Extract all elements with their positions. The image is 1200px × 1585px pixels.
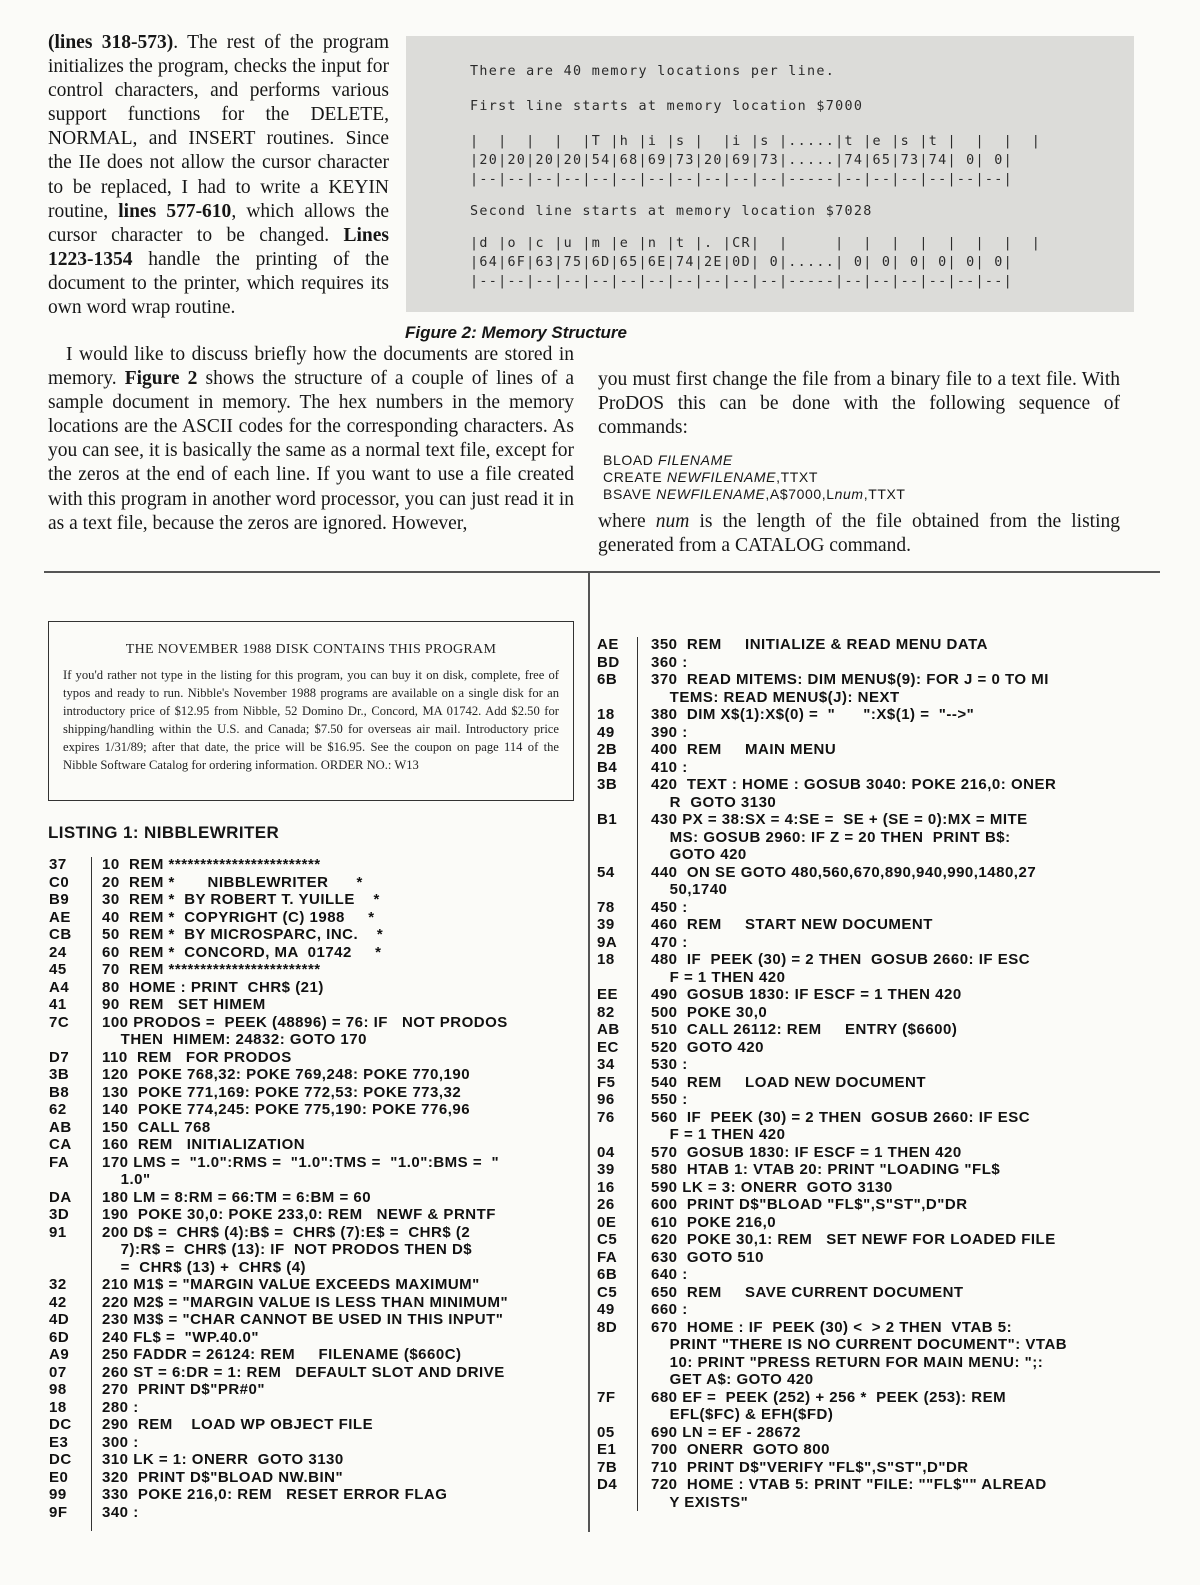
text-run: lines 577-610 [118, 200, 232, 222]
code-text: 700 ONERR GOTO 800 [651, 1441, 830, 1458]
code-text: 360 : [651, 653, 688, 671]
checksum: B1 [597, 811, 618, 828]
code-text: 50,1740 [651, 881, 728, 898]
code-text: 110 REM FOR PRODOS [102, 1048, 292, 1066]
code-text: 10: PRINT "PRESS RETURN FOR MAIN MENU: ";: [651, 1353, 1044, 1371]
figure-line: |64|6F|63|75|6D|65|6E|74|2E|0D| 0|.....| 0| 0| 0| 0| 0| 0| [470, 255, 1013, 270]
checksum: 49 [597, 723, 615, 741]
checksum: 2B [597, 741, 618, 758]
checksum: 7C [49, 1013, 70, 1031]
right-intro-paragraph [598, 368, 1120, 440]
notice-body: If you'd rather not type in the listing for this program, you can buy it on disk, complete, free of typos and ready to run. Nibble's November 1988 programs are available on a single disk for an introductory price of $12.95 from Nibble, 52 Domino Dr., Concord, MA 01742. Add $2.50 for shipping/handling within the U.S. and Canada; $7.50 for overseas air mail. Introductory price expires 1/31/89; after that date, the price will be $16.95. See the coupon on page 114 of the Nibble Software Catalog for ordering information. ORDER NO.: W13 [63, 668, 559, 773]
checksum: A9 [49, 1346, 70, 1363]
code-text: 540 REM LOAD NEW DOCUMENT [651, 1073, 927, 1091]
code-text: 270 PRINT D$"PR#0" [102, 1381, 265, 1398]
checksum: B4 [597, 758, 618, 776]
text-run: I would like to discuss briefly how the documents are stored in memory. [48, 344, 574, 390]
code-text: 330 POKE 216,0: REM RESET ERROR FLAG [102, 1486, 448, 1503]
checksum-separator-right [637, 637, 638, 1511]
code-text: 210 M1$ = "MARGIN VALUE EXCEEDS MAXIMUM" [102, 1276, 480, 1293]
code-text: MS: GOSUB 2960: IF Z = 20 THEN PRINT B$: [651, 828, 1011, 846]
code-text: 290 REM LOAD WP OBJECT FILE [102, 1416, 374, 1433]
checksum: 04 [597, 1143, 615, 1161]
figure-line: |--|--|--|--|--|--|--|--|--|--|--|-----|--|--|--|--|--|--| [470, 172, 1013, 187]
code-text: 570 GOSUB 1830: IF ESCF = 1 THEN 420 [651, 1143, 962, 1161]
figure-line: |d |o |c |u |m |e |n |t |. |CR| | | | | | | | | | [470, 236, 1042, 251]
figure-line: | | | | |T |h |i |s | |i |s |.....|t |e |s |t | | | | [470, 134, 1042, 149]
checksum: E0 [49, 1468, 69, 1486]
code-text: 660 : [651, 1301, 688, 1318]
code-text: 630 GOTO 510 [651, 1248, 764, 1266]
command-part: CREATE [603, 469, 667, 485]
para2-text [48, 343, 574, 536]
command-line [603, 469, 818, 485]
checksum: AE [597, 636, 619, 653]
command-part: NEWFILENAME [656, 486, 766, 502]
text-run: where [598, 511, 656, 532]
code-text: 430 PX = 38:SX = 4:SE = SE + (SE = 0):MX = MITE [651, 811, 1028, 828]
code-text: 60 REM * CONCORD, MA 01742 * [102, 943, 382, 961]
code-text: 460 REM START NEW DOCUMENT [651, 916, 933, 933]
text-run: num [655, 511, 690, 532]
code-text: 160 REM INITIALIZATION [102, 1136, 306, 1153]
checksum: 9F [49, 1503, 68, 1521]
column-divider [588, 572, 590, 1532]
checksum: 78 [597, 898, 615, 916]
code-text: 100 PRODOS = PEEK (48896) = 76: IF NOT PRODOS [102, 1013, 508, 1031]
text-run: (lines 318-573) [48, 32, 174, 53]
checksum: 9A [597, 933, 618, 951]
figure-line: |20|20|20|20|54|68|69|73|20|69|73|.....|74|65|73|74| 0| 0| [470, 153, 1013, 168]
command-part: NEWFILENAME [666, 469, 777, 485]
checksum: 98 [49, 1381, 67, 1398]
command-part: FILENAME [657, 452, 733, 468]
command-line [603, 452, 733, 468]
checksum: 37 [49, 856, 67, 873]
checksum: 3B [49, 1066, 70, 1083]
checksum: 96 [597, 1091, 615, 1108]
code-text: 390 : [651, 723, 688, 741]
code-text: 510 CALL 26112: REM ENTRY ($6600) [651, 1021, 958, 1038]
checksum: FA [49, 1153, 70, 1171]
code-text: 560 IF PEEK (30) = 2 THEN GOSUB 2660: IF ESC [651, 1108, 1031, 1126]
code-text: 230 M3$ = "CHAR CANNOT BE USED IN THIS INPUT" [102, 1311, 504, 1328]
left-intro-paragraph [48, 31, 389, 320]
code-text: 40 REM * COPYRIGHT (C) 1988 * [102, 908, 375, 926]
checksum: E3 [49, 1433, 69, 1451]
code-text: 520 GOTO 420 [651, 1038, 764, 1056]
checksum: 18 [597, 951, 615, 968]
code-text: 80 HOME : PRINT CHR$ (21) [102, 978, 324, 996]
checksum: 26 [597, 1196, 615, 1213]
code-text: Y EXISTS" [651, 1493, 749, 1511]
command-part: BLOAD [603, 452, 658, 468]
para3-text [598, 510, 1120, 558]
code-text: TEMS: READ MENU$(J): NEXT [651, 688, 900, 706]
checksum-separator-left [91, 857, 92, 1531]
figure-line: |--|--|--|--|--|--|--|--|--|--|--|-----|--|--|--|--|--|--| [470, 274, 1013, 289]
command-part: ,A$7000,L [765, 486, 835, 502]
checksum: EC [597, 1038, 619, 1056]
checksum: 41 [49, 996, 67, 1013]
notice-title: THE NOVEMBER 1988 DISK CONTAINS THIS PROGRAM [125, 642, 497, 657]
code-text: 380 DIM X$(1):X$(0) = " ":X$(1) = "-->" [651, 706, 975, 723]
code-text: 50 REM * BY MICROSPARC, INC. * [102, 926, 384, 943]
checksum: 3D [49, 1206, 70, 1223]
checksum: 99 [49, 1486, 67, 1503]
checksum: C5 [597, 1283, 618, 1301]
code-text: 470 : [651, 933, 688, 951]
code-text: R GOTO 3130 [651, 793, 777, 811]
code-text: 620 POKE 30,1: REM SET NEWF FOR LOADED FILE [651, 1231, 1056, 1248]
code-text: THEN HIMEM: 24832: GOTO 170 [102, 1031, 367, 1048]
code-text: 710 PRINT D$"VERIFY "FL$",S"ST",D"DR [651, 1458, 969, 1476]
code-text: 20 REM * NIBBLEWRITER * [102, 873, 363, 891]
code-text: 120 POKE 768,32: POKE 769,248: POKE 770,190 [102, 1066, 471, 1083]
command-part: num [834, 486, 864, 502]
memory-structure-figure [406, 36, 1134, 312]
checksum: AE [49, 908, 71, 926]
code-text: 300 : [102, 1433, 139, 1451]
checksum: 6B [597, 1266, 618, 1283]
code-text: 410 : [651, 758, 688, 776]
text-run: is the length of the file obtained from the listing generated from a CATALOG command. [598, 511, 1120, 557]
checksum: B8 [49, 1083, 70, 1101]
code-text: = CHR$ (13) + CHR$ (4) [102, 1258, 307, 1276]
text-run: . The rest of the program initializes the program, checks the input for control characters, and performs various support functions for the DELETE, NORMAL, and INSERT routines. Since the IIe does not allow the cursor character to be replaced, I had to write a KEYIN routine, [48, 32, 389, 222]
checksum: DC [49, 1451, 72, 1468]
checksum: 05 [597, 1423, 615, 1441]
code-text: 500 POKE 30,0 [651, 1003, 768, 1021]
checksum: 32 [49, 1276, 67, 1293]
text-run: Figure 2 [124, 368, 198, 390]
text-run: shows the structure of a couple of lines of a sample document in memory. The hex numbers in the memory locations are the ASCII codes for the corresponding characters. As you can see, it is basically the same as a normal text file, except for the zeros at the end of each line. If you want to use a file created with this program in another word processor, you can just read it in as a text file, because the zeros are ignored. However, [48, 368, 574, 534]
code-text: 1.0" [102, 1171, 151, 1188]
code-text: F = 1 THEN 420 [651, 1126, 786, 1143]
code-text: 440 ON SE GOTO 480,560,670,890,940,990,1480,27 [651, 863, 1037, 881]
code-text: 7):R$ = CHR$ (13): IF NOT PRODOS THEN D$ [102, 1241, 473, 1258]
checksum: CB [49, 926, 72, 943]
checksum: F5 [597, 1073, 616, 1091]
code-text: 550 : [651, 1091, 688, 1108]
code-text: 650 REM SAVE CURRENT DOCUMENT [651, 1283, 964, 1301]
left-memory-paragraph [48, 343, 574, 536]
command-part: BSAVE [603, 486, 657, 502]
code-text: 400 REM MAIN MENU [651, 741, 837, 758]
code-text: 170 LMS = "1.0":RMS = "1.0":TMS = "1.0":BMS = " [102, 1153, 500, 1171]
code-text: 720 HOME : VTAB 5: PRINT "FILE: ""FL$"" ALREAD [651, 1476, 1047, 1493]
horizontal-divider [44, 571, 1160, 573]
command-part: ,TTXT [776, 469, 819, 485]
code-text: 450 : [651, 898, 688, 916]
code-text: 610 POKE 216,0 [651, 1213, 777, 1231]
checksum: 24 [49, 943, 67, 961]
checksum: 18 [49, 1398, 67, 1416]
checksum: BD [597, 653, 620, 671]
checksum: 0E [597, 1213, 617, 1231]
code-text: 280 : [102, 1398, 139, 1416]
code-text: 190 POKE 30,0: POKE 233,0: REM NEWF & PRNTF [102, 1206, 496, 1223]
right-intro-text: you must first change the file from a binary file to a text file. With ProDOS this can be done with the following sequence of commands: [598, 369, 1120, 439]
figure-line: There are 40 memory locations per line. [470, 64, 836, 79]
text-run: handle the printing of the document to the printer, which requires its own word wrap routine. [48, 248, 389, 319]
code-text: 490 GOSUB 1830: IF ESCF = 1 THEN 420 [651, 986, 962, 1003]
code-text: 140 POKE 774,245: POKE 775,190: POKE 776,96 [102, 1101, 471, 1118]
disk-notice-box [48, 621, 574, 801]
checksum: 7F [597, 1388, 616, 1406]
code-text: 350 REM INITIALIZE & READ MENU DATA [651, 636, 988, 653]
code-text: 420 TEXT : HOME : GOSUB 3040: POKE 216,0: ONER [651, 776, 1057, 793]
checksum: 49 [597, 1301, 615, 1318]
checksum: 4D [49, 1311, 70, 1328]
right-end-paragraph [598, 510, 1120, 558]
checksum: 42 [49, 1293, 67, 1311]
code-text: 340 : [102, 1503, 139, 1521]
code-text: 670 HOME : IF PEEK (30) < > 2 THEN VTAB 5: [651, 1318, 1013, 1336]
checksum: CA [49, 1136, 72, 1153]
figure-caption: Figure 2: Memory Structure [405, 323, 627, 342]
code-text: EFL($FC) & EFH($FD) [651, 1406, 834, 1423]
code-text: 70 REM ************************ [102, 961, 321, 978]
checksum: 54 [597, 863, 615, 881]
checksum: C5 [597, 1231, 618, 1248]
checksum: AB [49, 1118, 72, 1136]
checksum: D4 [597, 1476, 618, 1493]
code-text: 370 READ MITEMS: DIM MENU$(9): FOR J = 0 TO MI [651, 671, 1049, 688]
text-run: , which allows the cursor character to be changed. [48, 200, 389, 246]
code-text: GET A$: GOTO 420 [651, 1371, 814, 1388]
code-text: 240 FL$ = "WP.40.0" [102, 1328, 259, 1346]
checksum: 16 [597, 1178, 615, 1196]
code-text: 150 CALL 768 [102, 1118, 211, 1136]
code-text: PRINT "THERE IS NO CURRENT DOCUMENT": VTAB [651, 1336, 1068, 1353]
code-text: 220 M2$ = "MARGIN VALUE IS LESS THAN MINIMUM" [102, 1293, 509, 1311]
code-text: 480 IF PEEK (30) = 2 THEN GOSUB 2660: IF ESC [651, 951, 1031, 968]
checksum: C0 [49, 873, 70, 891]
command-line [603, 486, 906, 502]
checksum: 39 [597, 916, 615, 933]
checksum: AB [597, 1021, 620, 1038]
code-text: 310 LK = 1: ONERR GOTO 3130 [102, 1451, 344, 1468]
checksum: EE [597, 986, 619, 1003]
checksum: 91 [49, 1223, 67, 1241]
code-text: 130 POKE 771,169: POKE 772,53: POKE 773,32 [102, 1083, 462, 1101]
code-text: GOTO 420 [651, 846, 747, 863]
checksum: 39 [597, 1161, 615, 1178]
checksum: 7B [597, 1458, 618, 1476]
code-text: 530 : [651, 1056, 688, 1073]
checksum: D7 [49, 1048, 70, 1066]
checksum: 6B [597, 671, 618, 688]
code-text: 320 PRINT D$"BLOAD NW.BIN" [102, 1468, 344, 1486]
checksum: B9 [49, 891, 70, 908]
code-text: 590 LK = 3: ONERR GOTO 3130 [651, 1178, 893, 1196]
command-part: ,TTXT [863, 486, 906, 502]
code-text: 250 FADDR = 26124: REM FILENAME ($660C) [102, 1346, 462, 1363]
code-text: 690 LN = EF - 28672 [651, 1423, 801, 1441]
checksum: DC [49, 1416, 72, 1433]
figure-line: First line starts at memory location $7000 [470, 99, 864, 114]
para1-text [48, 31, 389, 320]
listing-title: LISTING 1: NIBBLEWRITER [48, 823, 280, 842]
checksum: 76 [597, 1108, 615, 1126]
code-text: 10 REM ************************ [102, 856, 321, 873]
checksum: 34 [597, 1056, 615, 1073]
checksum: E1 [597, 1441, 617, 1458]
code-text: 260 ST = 6:DR = 1: REM DEFAULT SLOT AND DRIVE [102, 1363, 505, 1381]
code-text: 680 EF = PEEK (252) + 256 * PEEK (253): REM [651, 1388, 1007, 1406]
code-text: 600 PRINT D$"BLOAD "FL$",S"ST",D"DR [651, 1196, 968, 1213]
code-text: 200 D$ = CHR$ (4):B$ = CHR$ (7):E$ = CHR$ (2 [102, 1223, 471, 1241]
text-run: Lines 1223-1354 [48, 224, 389, 270]
code-text: 180 LM = 8:RM = 66:TM = 6:BM = 60 [102, 1188, 372, 1206]
checksum: 07 [49, 1363, 67, 1381]
checksum: 82 [597, 1003, 615, 1021]
checksum: 3B [597, 776, 618, 793]
code-text: 90 REM SET HIMEM [102, 996, 266, 1013]
checksum: FA [597, 1248, 618, 1266]
figure-line: Second line starts at memory location $7028 [470, 204, 873, 219]
code-text: 30 REM * BY ROBERT T. YUILLE * [102, 891, 380, 908]
checksum: 62 [49, 1101, 67, 1118]
checksum: 18 [597, 706, 615, 723]
code-text: F = 1 THEN 420 [651, 968, 786, 986]
checksum: 45 [49, 961, 67, 978]
code-text: 640 : [651, 1266, 688, 1283]
checksum: DA [49, 1188, 72, 1206]
checksum: 8D [597, 1318, 618, 1336]
checksum: A4 [49, 978, 70, 996]
code-text: 580 HTAB 1: VTAB 20: PRINT "LOADING "FL$ [651, 1161, 1001, 1178]
checksum: 6D [49, 1328, 70, 1346]
